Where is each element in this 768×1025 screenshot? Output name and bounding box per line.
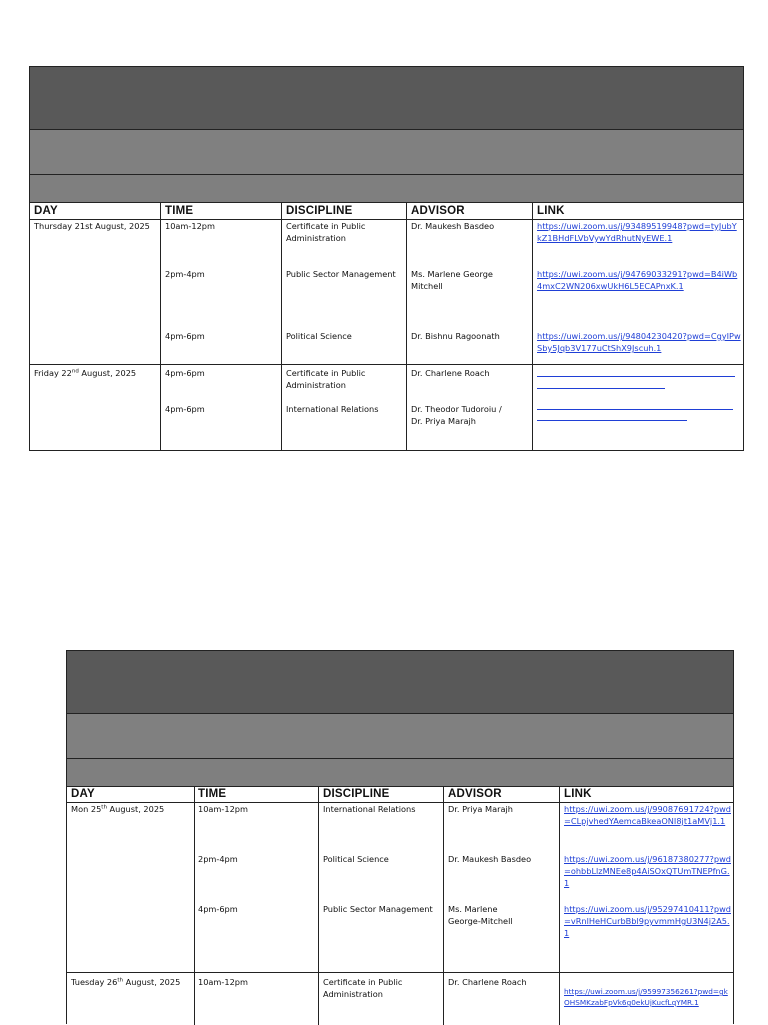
table-row-time: 4pm-6pm: [165, 331, 205, 341]
zoom-link[interactable]: https://uwi.zoom.us/j/93489519948?pwd=tyJubYkZ1BHdFLVbVywYdRhutNyEWE.1: [537, 221, 737, 243]
table-row-time: 10am-12pm: [165, 221, 215, 231]
header-day: DAY: [34, 205, 58, 217]
zoom-link[interactable]: https://uwi.zoom.us/j/94769033291?pwd=B4iWb4mxC2WN206xwUkH6L5ECAPnxK.1: [537, 269, 738, 291]
zoom-link[interactable]: https://uwi.zoom.us/j/95997356261?pwd=gkOHSMKzabFpVk6g0ekUjKucfLqYMR.1: [564, 987, 728, 1007]
zoom-link[interactable]: https://uwi.zoom.us/j/95297410411?pwd=vRnlHeHCurbBbl9pyvmmHgU3N4j2A5.1: [564, 904, 731, 938]
header-time: TIME: [198, 788, 227, 800]
table-row-time: 4pm-6pm: [165, 404, 205, 414]
table-row-time: 10am-12pm: [198, 977, 248, 987]
table-row-day: Mon 25th August, 2025: [71, 804, 165, 814]
table-row-advisor: Dr. Charlene Roach: [411, 368, 490, 378]
table-row-discipline: Public Sector Management: [286, 269, 396, 279]
schedule-table-2: [66, 650, 734, 1024]
title-band: [30, 67, 743, 130]
subheader-band: [67, 759, 733, 787]
table-row-advisor: Dr. Priya Marajh: [448, 804, 513, 814]
column-headers: [67, 787, 733, 803]
blank-link-line[interactable]: [537, 420, 687, 421]
header-link: LINK: [537, 205, 565, 217]
header-advisor: ADVISOR: [448, 788, 502, 800]
table-row-discipline: Certificate in Public Administration: [286, 368, 366, 390]
table-row-advisor: Dr. Charlene Roach: [448, 977, 527, 987]
header-advisor: ADVISOR: [411, 205, 465, 217]
table-row-discipline: International Relations: [286, 404, 379, 414]
zoom-link[interactable]: https://uwi.zoom.us/j/94804230420?pwd=CgyIPwSby5Jqb3V177uCtShX9Jscuh.1: [537, 331, 741, 353]
table-row-advisor: Dr. Maukesh Basdeo: [411, 221, 495, 231]
table-row-discipline: Public Sector Management: [323, 904, 433, 914]
header-link: LINK: [564, 788, 592, 800]
table-row-time: 4pm-6pm: [165, 368, 205, 378]
header-day: DAY: [71, 788, 95, 800]
table-row-time: 10am-12pm: [198, 804, 248, 814]
zoom-link[interactable]: https://uwi.zoom.us/j/99087691724?pwd=CLpjvhedYAemcaBkeaONI8jt1aMVj1.1: [564, 804, 731, 826]
subheader-band: [30, 175, 743, 203]
blank-link-line[interactable]: [537, 376, 735, 377]
table-row-discipline: Political Science: [323, 854, 389, 864]
table-row-time: 2pm-4pm: [165, 269, 205, 279]
header-discipline: DISCIPLINE: [286, 205, 353, 217]
header-discipline: DISCIPLINE: [323, 788, 390, 800]
subtitle-band: [67, 714, 733, 759]
table-row-advisor: Ms. Marlene George Mitchell: [411, 269, 493, 291]
schedule-table-1: [29, 66, 744, 451]
header-time: TIME: [165, 205, 194, 217]
table-row-advisor: Ms. Marlene George-Mitchell: [448, 904, 513, 926]
column-headers: [30, 203, 743, 220]
blank-link-line[interactable]: [537, 388, 665, 389]
subtitle-band: [30, 130, 743, 175]
table-row-time: 2pm-4pm: [198, 854, 238, 864]
blank-link-line[interactable]: [537, 409, 733, 410]
title-band: [67, 651, 733, 714]
table-row-discipline: Certificate in Public Administration: [286, 221, 366, 243]
table-row-discipline: International Relations: [323, 804, 416, 814]
table-row-advisor: Dr. Theodor Tudoroiu / Dr. Priya Marajh: [411, 404, 502, 426]
zoom-link[interactable]: https://uwi.zoom.us/j/96187380277?pwd=ohbbLlzMNEe8p4AiSOxQTUmTNEPfnG.1: [564, 854, 731, 888]
table-row-advisor: Dr. Maukesh Basdeo: [448, 854, 532, 864]
table-row-discipline: Political Science: [286, 331, 352, 341]
table-row-time: 4pm-6pm: [198, 904, 238, 914]
table-row-advisor: Dr. Bishnu Ragoonath: [411, 331, 500, 341]
table-row-day: Friday 22nd August, 2025: [34, 368, 137, 378]
table-row-day: Thursday 21st August, 2025: [34, 221, 150, 231]
table-row-discipline: Certificate in Public Administration: [323, 977, 403, 999]
table-row-day: Tuesday 26th August, 2025: [71, 977, 181, 987]
